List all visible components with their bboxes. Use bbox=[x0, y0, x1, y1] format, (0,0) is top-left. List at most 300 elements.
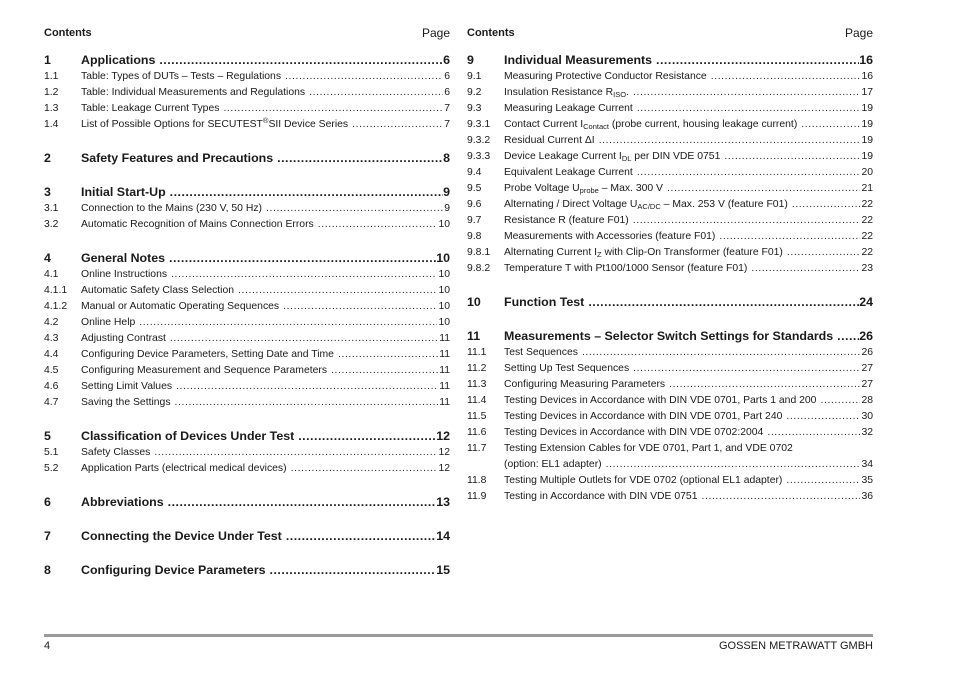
toc-entry-number: 9.7 bbox=[467, 215, 482, 226]
dot-leader bbox=[801, 117, 860, 133]
toc-entry-page: 35 bbox=[861, 475, 873, 486]
toc-entry-title bbox=[81, 101, 219, 117]
toc-title-text: Resistance R (feature F01) bbox=[504, 215, 629, 226]
toc-entry-title bbox=[504, 457, 602, 473]
toc-entry-page: 11 bbox=[439, 381, 450, 392]
toc-subsection-entry[interactable] bbox=[467, 181, 873, 197]
toc-title-text: Table: Types of DUTs – Tests – Regulations bbox=[81, 71, 282, 82]
dot-leader bbox=[154, 445, 437, 461]
dot-leader bbox=[338, 347, 438, 363]
toc-entry-title bbox=[81, 52, 155, 69]
dot-leader bbox=[286, 528, 436, 545]
dot-leader bbox=[582, 345, 861, 361]
toc-entry-page: 28 bbox=[861, 395, 873, 406]
toc-entry-number: 11.4 bbox=[467, 395, 487, 406]
dot-leader bbox=[767, 425, 860, 441]
dot-leader bbox=[168, 494, 437, 511]
toc-entry-title bbox=[81, 283, 234, 299]
toc-subsection-entry[interactable] bbox=[44, 267, 450, 283]
toc-entry-title bbox=[504, 52, 652, 69]
dot-leader bbox=[786, 473, 860, 489]
toc-entry-number: 9.8.2 bbox=[467, 263, 491, 274]
toc-entry-page: 10 bbox=[438, 317, 450, 328]
toc-title-text: Residual Current ΔI bbox=[504, 135, 595, 146]
toc-title-text: Online Instructions bbox=[81, 269, 168, 280]
toc-entry-page: 11 bbox=[439, 365, 450, 376]
toc-title-text: Configuring Device Parameters bbox=[81, 563, 266, 577]
contents-label: Contents bbox=[467, 27, 515, 39]
toc-column-left bbox=[44, 26, 450, 579]
toc-title-text: Alternating / Direct Voltage U bbox=[504, 199, 638, 210]
toc-entry-number: 11.5 bbox=[467, 411, 487, 422]
dot-leader bbox=[633, 213, 861, 229]
page-label: Page bbox=[421, 26, 450, 40]
dot-leader bbox=[588, 294, 859, 311]
toc-title-text: Alternating Current I bbox=[504, 247, 597, 258]
toc-subsection-entry[interactable] bbox=[467, 473, 873, 489]
dot-leader bbox=[270, 562, 437, 579]
toc-subsection-entry[interactable] bbox=[467, 133, 873, 149]
toc-entry-title bbox=[81, 184, 166, 201]
toc-title-text: List of Possible Options for SECUTEST bbox=[81, 119, 263, 130]
toc-title-text: Contact Current I bbox=[504, 119, 584, 130]
toc-entry-number: 9.8.1 bbox=[467, 247, 491, 258]
toc-title-text: Saving the Settings bbox=[81, 397, 171, 408]
toc-column-right bbox=[467, 26, 873, 505]
toc-entry-title bbox=[504, 181, 663, 197]
toc-subsection-entry[interactable] bbox=[467, 409, 873, 425]
toc-entry-page: 10 bbox=[438, 269, 450, 280]
toc-title-text-after: – Max. 253 V (feature F01) bbox=[660, 199, 788, 210]
toc-title-text: Configuring Measuring Parameters bbox=[504, 379, 666, 390]
toc-entry-title bbox=[504, 441, 793, 457]
toc-entry-title bbox=[504, 328, 833, 345]
toc-subsection-entry[interactable] bbox=[44, 217, 450, 233]
toc-title-text: Insulation Resistance R bbox=[504, 87, 614, 98]
toc-entry-page: 9 bbox=[444, 203, 450, 214]
toc-section-entry[interactable] bbox=[44, 150, 450, 167]
toc-subsection-entry[interactable] bbox=[44, 395, 450, 411]
toc-entry-number: 4.5 bbox=[44, 365, 59, 376]
toc-entry-page: 22 bbox=[861, 231, 873, 242]
toc-title-text-after: with Clip-On Transformer (feature F01) bbox=[601, 247, 783, 258]
toc-entry-number: 11.7 bbox=[467, 443, 487, 454]
toc-entry-page: 8 bbox=[443, 151, 450, 165]
dot-leader bbox=[633, 361, 860, 377]
toc-section-entry[interactable] bbox=[467, 294, 873, 311]
dot-leader bbox=[633, 85, 860, 101]
dot-leader bbox=[701, 489, 860, 505]
toc-entry-page: 22 bbox=[861, 215, 873, 226]
toc-entry-page: 12 bbox=[438, 463, 450, 474]
dot-leader bbox=[787, 245, 861, 261]
toc-entry-number: 9.3.1 bbox=[467, 119, 491, 130]
toc-entry-title bbox=[81, 267, 167, 283]
toc-title-subscript: probe bbox=[579, 186, 599, 195]
toc-entry-number: 3 bbox=[44, 185, 51, 199]
toc-entry-page: 19 bbox=[861, 103, 873, 114]
toc-title-text: Adjusting Contrast bbox=[81, 333, 166, 344]
toc-entry-number: 9.4 bbox=[467, 167, 482, 178]
toc-entry-page: 19 bbox=[861, 119, 873, 130]
toc-entry-title bbox=[504, 377, 665, 393]
dot-leader bbox=[159, 52, 443, 69]
toc-entry-page: 19 bbox=[861, 151, 873, 162]
toc-section-entry[interactable] bbox=[467, 328, 873, 345]
toc-entry-number: 11.2 bbox=[467, 363, 487, 374]
toc-subsection-entry[interactable] bbox=[44, 101, 450, 117]
toc-entry-title bbox=[504, 213, 629, 229]
toc-entry-number: 4.4 bbox=[44, 349, 59, 360]
toc-title-text: Automatic Safety Class Selection bbox=[81, 285, 235, 296]
toc-subsection-entry[interactable] bbox=[467, 213, 873, 229]
toc-entry-page: 12 bbox=[438, 447, 450, 458]
toc-entry-number: 9.8 bbox=[467, 231, 482, 242]
toc-entry-number: 3.1 bbox=[44, 203, 59, 214]
toc-subsection-entry[interactable] bbox=[44, 117, 450, 133]
toc-entries-right bbox=[467, 52, 873, 505]
toc-entry-title bbox=[81, 117, 348, 133]
dot-leader bbox=[599, 133, 861, 149]
toc-subsection-entry[interactable] bbox=[467, 345, 873, 361]
toc-entry-number: 4.3 bbox=[44, 333, 59, 344]
toc-entry-page: 24 bbox=[859, 295, 873, 309]
toc-entry-number: 1.4 bbox=[44, 119, 59, 130]
dot-leader bbox=[667, 181, 860, 197]
toc-section-entry[interactable] bbox=[44, 494, 450, 511]
toc-title-text: Manual or Automatic Operating Sequences bbox=[81, 301, 280, 312]
toc-entry-title bbox=[504, 149, 720, 165]
toc-section-entry[interactable] bbox=[44, 184, 450, 201]
dot-leader bbox=[331, 363, 438, 379]
toc-entry-page: 6 bbox=[444, 87, 450, 98]
toc-subsection-entry[interactable] bbox=[467, 101, 873, 117]
toc-entry-number: 11.6 bbox=[467, 427, 487, 438]
toc-entry-number: 9.3 bbox=[467, 103, 482, 114]
toc-entry-number: 4.1 bbox=[44, 269, 59, 280]
toc-entry-title bbox=[81, 315, 135, 331]
toc-title-text: Testing Devices in Accordance with DIN VDE 0701, Part 240 bbox=[504, 411, 783, 422]
toc-entry-title bbox=[504, 361, 629, 377]
dot-leader bbox=[637, 101, 861, 117]
dot-leader bbox=[719, 229, 860, 245]
toc-title-text-after: – Max. 300 V bbox=[598, 183, 663, 194]
toc-title-text: Online Help bbox=[81, 317, 136, 328]
toc-subsection-entry[interactable] bbox=[467, 393, 873, 409]
toc-entry-title bbox=[504, 473, 782, 489]
toc-entry-title bbox=[504, 393, 816, 409]
toc-subsection-entry[interactable] bbox=[44, 445, 450, 461]
toc-title-text: Application Parts (electrical medical devices) bbox=[81, 463, 287, 474]
toc-subsection-entry[interactable] bbox=[467, 149, 873, 165]
toc-title-text: Measuring Leakage Current bbox=[504, 103, 633, 114]
toc-entry-page: 34 bbox=[861, 459, 873, 470]
dot-leader bbox=[837, 328, 859, 345]
dot-leader bbox=[169, 250, 436, 267]
toc-title-text: Testing Multiple Outlets for VDE 0702 (optional EL1 adapter) bbox=[504, 475, 783, 486]
toc-subsection-entry[interactable] bbox=[44, 85, 450, 101]
toc-entry-title bbox=[504, 261, 747, 277]
toc-subsection-entry[interactable] bbox=[467, 261, 873, 277]
toc-subsection-entry[interactable] bbox=[44, 69, 450, 85]
dot-leader bbox=[171, 267, 437, 283]
toc-entry-title bbox=[81, 494, 164, 511]
toc-subsection-entry[interactable] bbox=[44, 347, 450, 363]
toc-entry-number: 1.3 bbox=[44, 103, 59, 114]
toc-subsection-entry[interactable] bbox=[467, 489, 873, 505]
toc-entry-number: 3.2 bbox=[44, 219, 59, 230]
toc-title-text: Testing Extension Cables for VDE 0701, Part 1, and VDE 0702 bbox=[504, 443, 793, 454]
toc-entry-page: 16 bbox=[859, 53, 873, 67]
toc-entry-title bbox=[81, 331, 166, 347]
toc-subsection-entry[interactable] bbox=[44, 201, 450, 217]
dot-leader bbox=[656, 52, 859, 69]
toc-entry-page: 10 bbox=[438, 301, 450, 312]
toc-entry-number: 11 bbox=[467, 329, 481, 343]
toc-title-text: Table: Individual Measurements and Regulations bbox=[81, 87, 306, 98]
dot-leader bbox=[291, 461, 438, 477]
dot-leader bbox=[170, 331, 438, 347]
toc-title-text: Configuring Measurement and Sequence Parameters bbox=[81, 365, 328, 376]
toc-subsection-entry[interactable] bbox=[44, 379, 450, 395]
toc-title-text: Measurements – Selector Switch Settings for Standards bbox=[504, 329, 834, 343]
dot-leader bbox=[285, 69, 443, 85]
toc-entry-number: 7 bbox=[44, 529, 51, 543]
toc-entry-page: 16 bbox=[861, 71, 873, 82]
toc-subsection-entry[interactable] bbox=[44, 299, 450, 315]
toc-entry-number: 1 bbox=[44, 53, 51, 67]
toc-entry-title bbox=[81, 395, 171, 411]
toc-section-entry[interactable] bbox=[44, 562, 450, 579]
toc-subsection-entry[interactable] bbox=[467, 85, 873, 101]
toc-entry-page: 30 bbox=[861, 411, 873, 422]
toc-subsection-entry[interactable] bbox=[44, 283, 450, 299]
toc-entry-number: 9.3.2 bbox=[467, 135, 491, 146]
toc-entry-number: 4.2 bbox=[44, 317, 59, 328]
toc-entry-page: 14 bbox=[436, 529, 450, 543]
dot-leader bbox=[318, 217, 438, 233]
toc-entry-title bbox=[504, 69, 707, 85]
toc-subsection-entry[interactable] bbox=[467, 69, 873, 85]
toc-subsection-entry[interactable] bbox=[467, 425, 873, 441]
toc-entry-title bbox=[504, 489, 697, 505]
toc-title-subscript: Z bbox=[596, 250, 602, 259]
toc-entry-number: 11.3 bbox=[467, 379, 487, 390]
toc-title-subscript: AC/DC bbox=[637, 202, 661, 211]
toc-title-superscript: ® bbox=[262, 116, 269, 125]
toc-title-text: Applications bbox=[81, 53, 156, 67]
dot-leader bbox=[637, 165, 861, 181]
toc-title-text: Automatic Recognition of Mains Connection Errors bbox=[81, 219, 314, 230]
toc-entry-title bbox=[81, 562, 266, 579]
toc-entry-title bbox=[81, 363, 327, 379]
dot-leader bbox=[352, 117, 443, 133]
dot-leader bbox=[283, 299, 437, 315]
contents-label: Contents bbox=[44, 27, 92, 39]
dot-leader bbox=[223, 101, 443, 117]
toc-section-entry[interactable] bbox=[44, 52, 450, 69]
toc-entry-title bbox=[504, 101, 633, 117]
toc-entry-page: 19 bbox=[861, 135, 873, 146]
toc-entry-number: 10 bbox=[467, 295, 481, 309]
toc-section-entry[interactable] bbox=[44, 528, 450, 545]
page-label: Page bbox=[844, 26, 873, 40]
toc-entry-page: 26 bbox=[861, 347, 873, 358]
dot-leader bbox=[669, 377, 860, 393]
toc-entry-page: 26 bbox=[859, 329, 873, 343]
toc-subsection-entry[interactable] bbox=[467, 245, 873, 261]
toc-entry-page: 6 bbox=[444, 71, 450, 82]
toc-entry-page: 27 bbox=[861, 363, 873, 374]
toc-entry-title bbox=[504, 294, 584, 311]
toc-entry-title bbox=[81, 347, 334, 363]
toc-entry-number: 2 bbox=[44, 151, 51, 165]
toc-title-text: Testing Devices in Accordance with DIN VDE 0701, Parts 1 and 200 bbox=[504, 395, 817, 406]
toc-subsection-entry[interactable] bbox=[467, 197, 873, 213]
toc-title-text: (option: EL1 adapter) bbox=[504, 459, 602, 470]
toc-title-text: Connection to the Mains (230 V, 50 Hz) bbox=[81, 203, 262, 214]
toc-entry-page: 9 bbox=[443, 185, 450, 199]
toc-entry-page: 12 bbox=[436, 429, 450, 443]
toc-title-text-after: . bbox=[626, 87, 629, 98]
dot-leader bbox=[786, 409, 860, 425]
toc-title-subscript: DL bbox=[621, 154, 632, 163]
toc-entry-number: 4 bbox=[44, 251, 51, 265]
toc-subsection-entry[interactable] bbox=[44, 315, 450, 331]
toc-entry-number: 4.7 bbox=[44, 397, 59, 408]
toc-title-subscript: ISO bbox=[613, 90, 627, 99]
toc-entry-number: 8 bbox=[44, 563, 51, 577]
toc-title-text: Equivalent Leakage Current bbox=[504, 167, 633, 178]
toc-subsection-entry[interactable] bbox=[44, 363, 450, 379]
toc-entry-page: 7 bbox=[444, 119, 450, 130]
toc-entry-number: 5.2 bbox=[44, 463, 59, 474]
toc-title-text: Classification of Devices Under Test bbox=[81, 429, 295, 443]
toc-entry-title bbox=[81, 250, 165, 267]
dot-leader bbox=[277, 150, 443, 167]
toc-entry-title bbox=[504, 245, 783, 261]
toc-entry-title bbox=[81, 201, 262, 217]
toc-entry-title bbox=[81, 299, 279, 315]
toc-entry-page: 20 bbox=[861, 167, 873, 178]
dot-leader bbox=[238, 283, 437, 299]
toc-subsection-entry[interactable] bbox=[44, 461, 450, 477]
toc-title-text: Function Test bbox=[504, 295, 585, 309]
toc-entry-title bbox=[81, 85, 305, 101]
toc-subsection-entry[interactable] bbox=[467, 377, 873, 393]
toc-title-text: Temperature T with Pt100/1000 Sensor (feature F01) bbox=[504, 263, 748, 274]
footer-rule bbox=[44, 634, 873, 637]
toc-entry-page: 7 bbox=[444, 103, 450, 114]
toc-entry-number: 9.3.3 bbox=[467, 151, 491, 162]
toc-header bbox=[467, 26, 873, 40]
dot-leader bbox=[139, 315, 437, 331]
toc-entry-number: 11.1 bbox=[467, 347, 487, 358]
toc-title-text: Measuring Protective Conductor Resistance bbox=[504, 71, 707, 82]
toc-entry-number: 1.2 bbox=[44, 87, 59, 98]
dot-leader bbox=[266, 201, 443, 217]
dot-leader bbox=[820, 393, 860, 409]
toc-entry-number: 4.6 bbox=[44, 381, 59, 392]
toc-subsection-entry[interactable] bbox=[467, 165, 873, 181]
dot-leader bbox=[176, 379, 438, 395]
toc-title-text: Safety Classes bbox=[81, 447, 151, 458]
toc-entry-page: 13 bbox=[436, 495, 450, 509]
toc-entry-number: 9 bbox=[467, 53, 474, 67]
toc-entry-page: 27 bbox=[861, 379, 873, 390]
toc-entry-title bbox=[504, 409, 782, 425]
toc-entry-number: 9.2 bbox=[467, 87, 482, 98]
toc-entry-title bbox=[81, 445, 150, 461]
toc-title-text-after: per DIN VDE 0751 bbox=[631, 151, 721, 162]
toc-entry-number: 11.9 bbox=[467, 491, 487, 502]
toc-subsection-entry[interactable] bbox=[467, 361, 873, 377]
toc-section-entry[interactable] bbox=[44, 428, 450, 445]
dot-leader bbox=[175, 395, 439, 411]
toc-section-entry[interactable] bbox=[467, 52, 873, 69]
toc-entry-number: 4.1.2 bbox=[44, 301, 68, 312]
toc-entry-title bbox=[504, 345, 578, 361]
toc-title-text-after: (probe current, housing leakage current) bbox=[608, 119, 798, 130]
toc-entry-title bbox=[504, 133, 595, 149]
toc-title-text: Measurements with Accessories (feature F01) bbox=[504, 231, 716, 242]
toc-entry-number: 11.8 bbox=[467, 475, 487, 486]
footer-page-number: 4 bbox=[44, 640, 51, 652]
toc-subsection-entry[interactable] bbox=[467, 441, 873, 457]
toc-entry-title bbox=[81, 69, 281, 85]
toc-entry-page: 6 bbox=[443, 53, 450, 67]
toc-title-text: Configuring Device Parameters, Setting Date and Time bbox=[81, 349, 334, 360]
toc-title-subscript: Contact bbox=[583, 122, 609, 131]
toc-subsection-entry[interactable] bbox=[467, 117, 873, 133]
toc-entry-number: 5.1 bbox=[44, 447, 59, 458]
toc-entry-title bbox=[81, 150, 273, 167]
toc-entry-page: 32 bbox=[861, 427, 873, 438]
toc-entry-number: 1.1 bbox=[44, 71, 59, 82]
dot-leader bbox=[606, 457, 861, 473]
toc-entry-number: 5 bbox=[44, 429, 51, 443]
toc-entry-page: 22 bbox=[861, 247, 873, 258]
toc-entry-page: 23 bbox=[861, 263, 873, 274]
toc-entry-page: 11 bbox=[439, 397, 450, 408]
toc-entry-page: 15 bbox=[436, 563, 450, 577]
toc-title-text: Individual Measurements bbox=[504, 53, 653, 67]
dot-leader bbox=[751, 261, 860, 277]
dot-leader bbox=[298, 428, 436, 445]
toc-entry-page: 36 bbox=[861, 491, 873, 502]
toc-subsection-entry[interactable] bbox=[467, 229, 873, 245]
toc-entry-page: 10 bbox=[436, 251, 450, 265]
toc-title-text: Safety Features and Precautions bbox=[81, 151, 274, 165]
toc-title-text: Connecting the Device Under Test bbox=[81, 529, 282, 543]
toc-subsection-entry[interactable] bbox=[44, 331, 450, 347]
toc-section-entry[interactable] bbox=[44, 250, 450, 267]
toc-title-text: Table: Leakage Current Types bbox=[81, 103, 220, 114]
footer-company: GOSSEN METRAWATT GMBH bbox=[718, 640, 873, 652]
toc-title-text: Testing in Accordance with DIN VDE 0751 bbox=[504, 491, 698, 502]
toc-title-text: Initial Start-Up bbox=[81, 185, 166, 199]
toc-title-text: General Notes bbox=[81, 251, 166, 265]
toc-title-text: Probe Voltage U bbox=[504, 183, 580, 194]
toc-entry-number: 9.1 bbox=[467, 71, 482, 82]
toc-entry-title bbox=[81, 528, 282, 545]
toc-title-text: Abbreviations bbox=[81, 495, 164, 509]
toc-title-text: Device Leakage Current I bbox=[504, 151, 622, 162]
toc-title-text: Setting Limit Values bbox=[81, 381, 173, 392]
dot-leader bbox=[711, 69, 861, 85]
toc-subsection-entry[interactable] bbox=[467, 457, 873, 473]
toc-entry-number: 9.5 bbox=[467, 183, 482, 194]
